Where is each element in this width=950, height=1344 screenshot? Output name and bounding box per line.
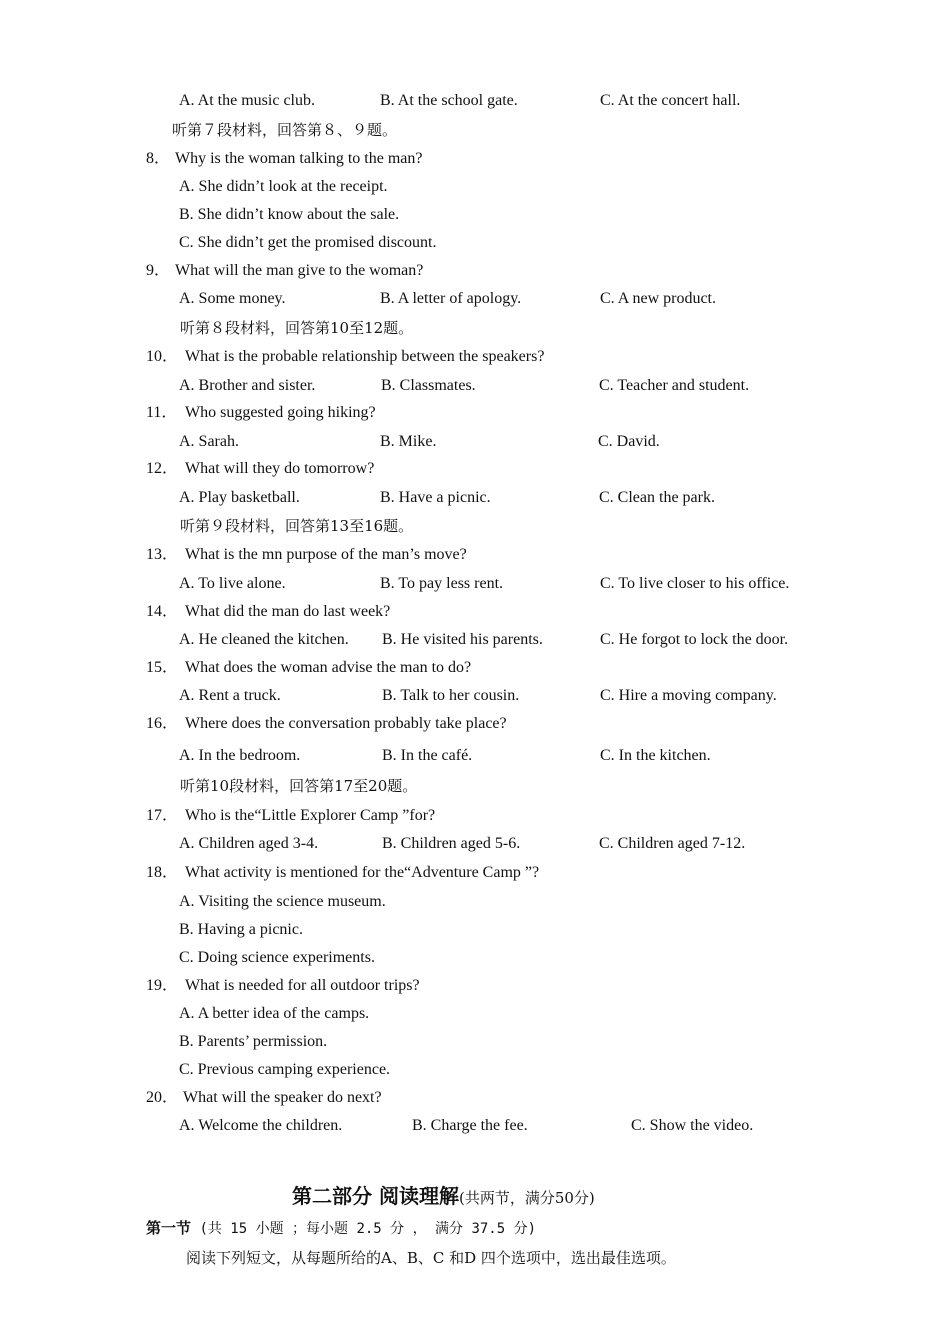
question-number: 9．: [146, 262, 171, 279]
question-text: Why is the woman talking to the man?: [175, 150, 423, 167]
question-number: 10．: [146, 348, 179, 365]
question-number: 12．: [146, 460, 179, 477]
question-text: What does the woman advise the man to do?: [185, 659, 472, 676]
option-a: A. He cleaned the kitchen.: [179, 631, 349, 648]
part-two-heading: [292, 1184, 595, 1211]
section-heading-9: 听第９段材料，回答第13至16题。: [180, 517, 414, 535]
question-number: 20．: [146, 1089, 179, 1106]
option-a: A. Play basketball.: [179, 489, 300, 506]
option-b: B. To pay less rent.: [380, 575, 504, 592]
option-a: A. To live alone.: [179, 575, 286, 592]
question-number: 8．: [146, 150, 171, 167]
option-c: C. She didn’t get the promised discount.: [179, 234, 437, 251]
reading-instruction: 阅读下列短文，从每题所给的A、B、C 和D 四个选项中，选出最佳选项。: [186, 1249, 676, 1267]
option-a: A. Children aged 3-4.: [179, 835, 319, 852]
option-c: C. Doing science experiments.: [179, 949, 375, 966]
question-text: What will the speaker do next?: [183, 1089, 382, 1106]
option-b: B. He visited his parents.: [382, 631, 543, 648]
section-one-title: 第一节: [146, 1219, 192, 1237]
option-c: C. Show the video.: [631, 1117, 754, 1134]
option-a: A. She didn’t look at the receipt.: [179, 178, 388, 195]
option-b: B. Having a picnic.: [179, 921, 303, 938]
question-number: 16．: [146, 715, 179, 732]
option-b: B. Talk to her cousin.: [382, 687, 520, 704]
question-text: What will they do tomorrow?: [185, 460, 375, 477]
question-text: Who is the“Little Explorer Camp ”for?: [185, 807, 436, 824]
option-a: A. Brother and sister.: [179, 377, 316, 394]
question-number: 11．: [146, 404, 178, 421]
option-b: B. Parents’ permission.: [179, 1033, 328, 1050]
question-text: Where does the conversation probably take place?: [185, 715, 507, 732]
question-text: What is the mn purpose of the man’s move?: [185, 546, 467, 563]
option-c: C. In the kitchen.: [600, 747, 711, 764]
section-heading-10: 听第10段材料，回答第17至20题。: [180, 777, 418, 795]
question-text: What is the probable relationship between the speakers?: [185, 348, 545, 365]
question-number: 18．: [146, 864, 179, 881]
option-c: C. He forgot to lock the door.: [600, 631, 789, 648]
section-one-heading: [146, 1218, 536, 1239]
option-c: C. Hire a moving company.: [600, 687, 777, 704]
question-number: 13．: [146, 546, 179, 563]
option-a: A. Welcome the children.: [179, 1117, 343, 1134]
part-two-title: 第二部分 阅读理解: [292, 1184, 459, 1208]
q7-option-a: A. At the music club.: [179, 92, 315, 109]
section-heading-7: 听第７段材料，回答第８、９题。: [172, 121, 398, 139]
option-a: A. Sarah.: [179, 433, 239, 450]
option-b: B. She didn’t know about the sale.: [179, 206, 400, 223]
option-c: C. David.: [598, 433, 660, 450]
question-number: 19．: [146, 977, 179, 994]
question-text: What did the man do last week?: [185, 603, 391, 620]
question-text: What is needed for all outdoor trips?: [185, 977, 420, 994]
option-a: A. Some money.: [179, 290, 286, 307]
option-c: C. A new product.: [600, 290, 716, 307]
question-text: Who suggested going hiking?: [185, 404, 376, 421]
option-b: B. Classmates.: [381, 377, 476, 394]
question-number: 17．: [146, 807, 179, 824]
option-b: B. Have a picnic.: [380, 489, 491, 506]
option-a: A. Visiting the science museum.: [179, 893, 386, 910]
option-b: B. A letter of apology.: [380, 290, 522, 307]
option-c: C. Clean the park.: [599, 489, 715, 506]
option-b: B. Charge the fee.: [412, 1117, 528, 1134]
question-number: 15．: [146, 659, 179, 676]
option-a: A. A better idea of the camps.: [179, 1005, 370, 1022]
option-b: B. In the café.: [382, 747, 473, 764]
section-heading-8: 听第８段材料，回答第10至12题。: [180, 319, 414, 337]
part-two-subtitle: (共两节，满分50分): [458, 1189, 595, 1207]
section-one-scoring: (共 15 小题 ；每小题 2.5 分 ， 满分 37.5 分): [191, 1221, 537, 1237]
q7-option-c: C. At the concert hall.: [600, 92, 741, 109]
option-c: C. Previous camping experience.: [179, 1061, 391, 1078]
option-c: C. To live closer to his office.: [600, 575, 790, 592]
option-c: C. Teacher and student.: [599, 377, 750, 394]
option-b: B. Mike.: [380, 433, 437, 450]
question-text: What will the man give to the woman?: [175, 262, 424, 279]
option-a: A. In the bedroom.: [179, 747, 301, 764]
option-a: A. Rent a truck.: [179, 687, 281, 704]
option-b: B. Children aged 5-6.: [382, 835, 521, 852]
q7-option-b: B. At the school gate.: [380, 92, 518, 109]
question-text: What activity is mentioned for the“Adventure Camp ”?: [185, 864, 540, 881]
option-c: C. Children aged 7-12.: [599, 835, 746, 852]
question-number: 14．: [146, 603, 179, 620]
